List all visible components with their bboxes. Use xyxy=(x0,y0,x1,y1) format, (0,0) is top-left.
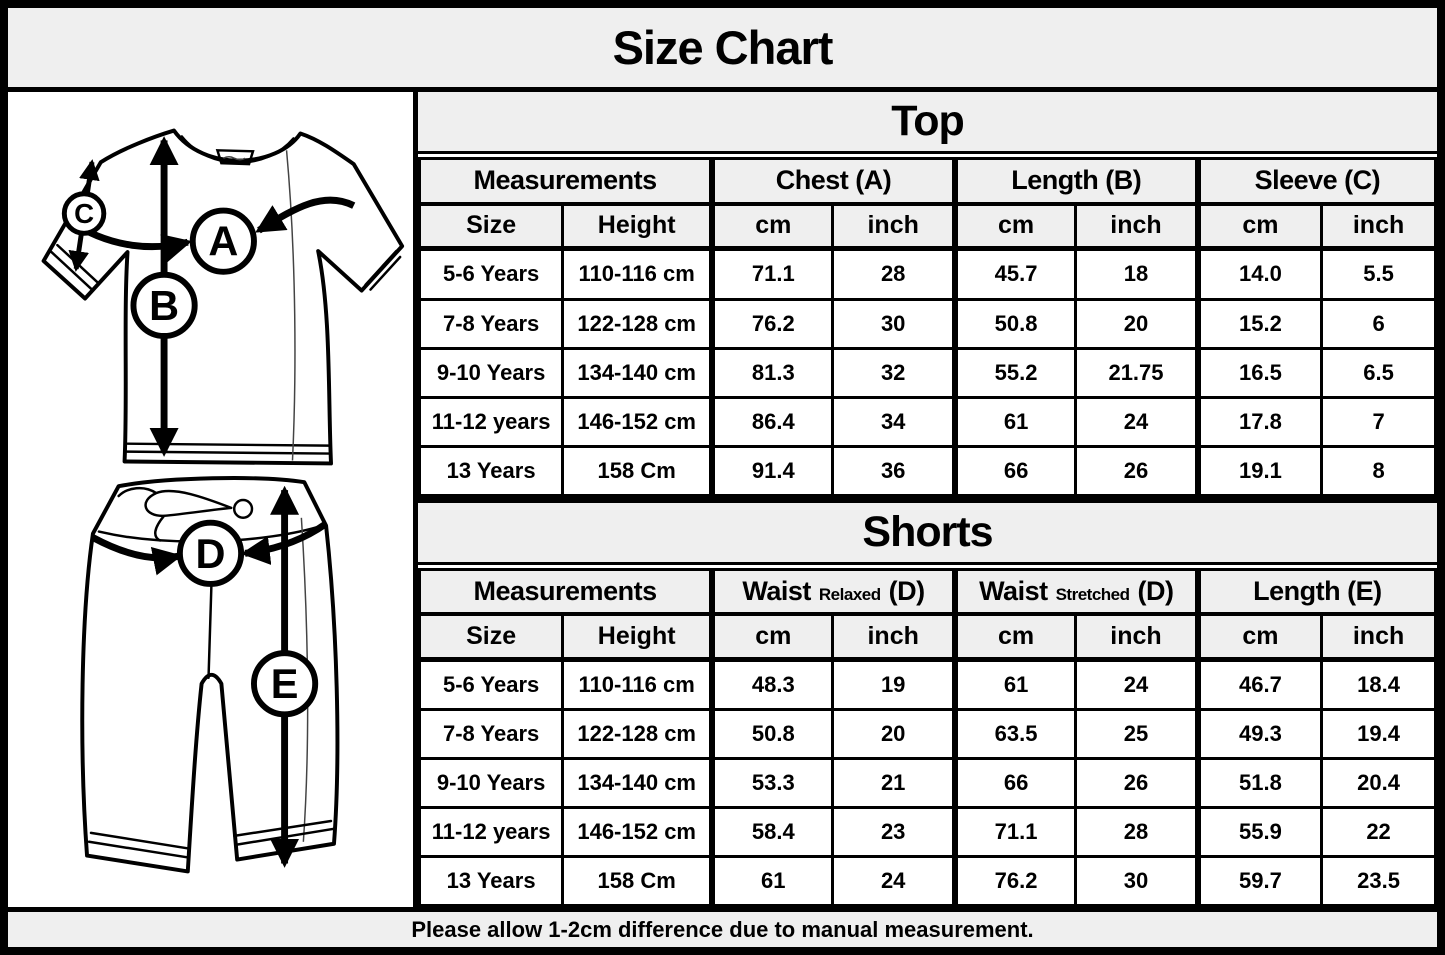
measurement-note: Please allow 1-2cm difference due to manual measurement. xyxy=(8,907,1437,947)
garment-measurement-diagram xyxy=(8,92,413,907)
value-cell: 48.3 xyxy=(712,659,833,710)
value-cell: 24 xyxy=(833,857,955,906)
value-cell: 7 xyxy=(1322,397,1436,446)
value-cell: 61 xyxy=(955,659,1076,710)
sleeve-label: C xyxy=(74,198,95,230)
value-cell: 61 xyxy=(955,397,1076,446)
value-cell: 49.3 xyxy=(1198,710,1322,759)
group-header-label: Waist xyxy=(742,575,811,606)
value-cell: 55.2 xyxy=(955,348,1076,397)
table-row xyxy=(420,446,1436,495)
group-header-label: Relaxed xyxy=(818,584,881,604)
group-header-label: (D) xyxy=(888,575,925,606)
table-row xyxy=(420,759,1436,808)
size-cell: 9-10 Years xyxy=(420,759,563,808)
size-cell: 7-8 Years xyxy=(420,710,563,759)
value-cell: 91.4 xyxy=(712,446,833,495)
value-cell: 21.75 xyxy=(1076,348,1198,397)
column-header-cell: inch xyxy=(1322,204,1436,249)
column-header-cell: inch xyxy=(833,204,955,249)
top-section xyxy=(418,92,1437,497)
group-header-label: (D) xyxy=(1137,575,1174,606)
group-header-label: Stretched xyxy=(1055,584,1130,604)
value-cell: 19 xyxy=(833,659,955,710)
value-cell: 146-152 cm xyxy=(563,397,712,446)
group-header-row xyxy=(420,159,1436,204)
value-cell: 32 xyxy=(833,348,955,397)
length-label: B xyxy=(149,281,180,329)
value-cell: 20 xyxy=(833,710,955,759)
table-row xyxy=(420,249,1436,300)
shorts-table-wrap xyxy=(418,565,1437,908)
value-cell: 21 xyxy=(833,759,955,808)
top-table-wrap xyxy=(418,154,1437,497)
value-cell: 110-116 cm xyxy=(563,659,712,710)
column-header-cell: cm xyxy=(1198,204,1322,249)
tshirt-outline xyxy=(44,131,403,464)
shorts-length-label: E xyxy=(270,660,299,708)
group-header-cell xyxy=(955,569,1198,614)
size-cell: 11-12 years xyxy=(420,397,563,446)
group-header-cell xyxy=(1198,159,1436,204)
column-header-cell: Size xyxy=(420,204,563,249)
value-cell: 23.5 xyxy=(1322,857,1436,906)
table-row xyxy=(420,299,1436,348)
value-cell: 20.4 xyxy=(1322,759,1436,808)
value-cell: 66 xyxy=(955,446,1076,495)
group-header-cell xyxy=(712,569,955,614)
value-cell: 71.1 xyxy=(955,808,1076,857)
table-row xyxy=(420,857,1436,906)
value-cell: 19.1 xyxy=(1198,446,1322,495)
column-header-cell: Height xyxy=(563,614,712,659)
column-header-cell: inch xyxy=(1076,204,1198,249)
table-row xyxy=(420,397,1436,446)
value-cell: 51.8 xyxy=(1198,759,1322,808)
table-row xyxy=(420,808,1436,857)
value-cell: 50.8 xyxy=(955,299,1076,348)
group-header-row xyxy=(420,569,1436,614)
group-header-cell xyxy=(955,159,1198,204)
column-header-cell: cm xyxy=(955,614,1076,659)
value-cell: 8 xyxy=(1322,446,1436,495)
group-header-label: Chest (A) xyxy=(775,165,892,196)
value-cell: 146-152 cm xyxy=(563,808,712,857)
column-header-cell: Size xyxy=(420,614,563,659)
value-cell: 63.5 xyxy=(955,710,1076,759)
value-cell: 46.7 xyxy=(1198,659,1322,710)
content-area xyxy=(8,92,1437,907)
column-header-cell: inch xyxy=(1076,614,1198,659)
value-cell: 36 xyxy=(833,446,955,495)
table-row xyxy=(420,710,1436,759)
value-cell: 26 xyxy=(1076,446,1198,495)
value-cell: 122-128 cm xyxy=(563,710,712,759)
shorts-section-title: Shorts xyxy=(418,503,1437,565)
value-cell: 66 xyxy=(955,759,1076,808)
value-cell: 122-128 cm xyxy=(563,299,712,348)
group-header-label: Sleeve (C) xyxy=(1254,165,1381,196)
value-cell: 19.4 xyxy=(1322,710,1436,759)
garment-diagram-panel xyxy=(8,92,418,907)
value-cell: 26 xyxy=(1076,759,1198,808)
value-cell: 30 xyxy=(1076,857,1198,906)
value-cell: 110-116 cm xyxy=(563,249,712,300)
value-cell: 15.2 xyxy=(1198,299,1322,348)
value-cell: 81.3 xyxy=(712,348,833,397)
column-header-cell: cm xyxy=(955,204,1076,249)
value-cell: 23 xyxy=(833,808,955,857)
shorts-section xyxy=(418,497,1437,908)
size-cell: 13 Years xyxy=(420,446,563,495)
tables-panel xyxy=(418,92,1437,907)
size-cell: 13 Years xyxy=(420,857,563,906)
value-cell: 86.4 xyxy=(712,397,833,446)
top-section-title: Top xyxy=(418,92,1437,154)
value-cell: 134-140 cm xyxy=(563,348,712,397)
column-header-row xyxy=(420,614,1436,659)
value-cell: 6 xyxy=(1322,299,1436,348)
column-header-cell: cm xyxy=(712,204,833,249)
column-header-cell: cm xyxy=(712,614,833,659)
size-cell: 9-10 Years xyxy=(420,348,563,397)
value-cell: 55.9 xyxy=(1198,808,1322,857)
value-cell: 53.3 xyxy=(712,759,833,808)
value-cell: 24 xyxy=(1076,397,1198,446)
group-header-label: Measurements xyxy=(473,575,657,606)
group-header-label: Length (B) xyxy=(1011,165,1142,196)
value-cell: 134-140 cm xyxy=(563,759,712,808)
group-header-cell xyxy=(420,569,713,614)
group-header-label: Waist xyxy=(979,575,1048,606)
value-cell: 76.2 xyxy=(955,857,1076,906)
value-cell: 61 xyxy=(712,857,833,906)
group-header-cell xyxy=(420,159,713,204)
size-cell: 7-8 Years xyxy=(420,299,563,348)
value-cell: 24 xyxy=(1076,659,1198,710)
column-header-cell: inch xyxy=(1322,614,1436,659)
group-header-label: Measurements xyxy=(473,165,657,196)
top-size-table xyxy=(418,157,1437,497)
value-cell: 28 xyxy=(1076,808,1198,857)
size-cell: 5-6 Years xyxy=(420,249,563,300)
value-cell: 158 Cm xyxy=(563,446,712,495)
column-header-row xyxy=(420,204,1436,249)
page-title: Size Chart xyxy=(8,8,1437,92)
value-cell: 18.4 xyxy=(1322,659,1436,710)
value-cell: 59.7 xyxy=(1198,857,1322,906)
value-cell: 16.5 xyxy=(1198,348,1322,397)
value-cell: 30 xyxy=(833,299,955,348)
value-cell: 5.5 xyxy=(1322,249,1436,300)
value-cell: 17.8 xyxy=(1198,397,1322,446)
value-cell: 50.8 xyxy=(712,710,833,759)
value-cell: 20 xyxy=(1076,299,1198,348)
column-header-cell: inch xyxy=(833,614,955,659)
value-cell: 22 xyxy=(1322,808,1436,857)
value-cell: 58.4 xyxy=(712,808,833,857)
value-cell: 6.5 xyxy=(1322,348,1436,397)
chest-label: A xyxy=(208,217,239,265)
value-cell: 71.1 xyxy=(712,249,833,300)
value-cell: 45.7 xyxy=(955,249,1076,300)
value-cell: 28 xyxy=(833,249,955,300)
value-cell: 76.2 xyxy=(712,299,833,348)
value-cell: 18 xyxy=(1076,249,1198,300)
group-header-cell xyxy=(1198,569,1436,614)
column-header-cell: cm xyxy=(1198,614,1322,659)
value-cell: 14.0 xyxy=(1198,249,1322,300)
shorts-illustration xyxy=(82,478,337,871)
column-header-cell: Height xyxy=(563,204,712,249)
waist-label: D xyxy=(195,529,226,577)
value-cell: 158 Cm xyxy=(563,857,712,906)
value-cell: 25 xyxy=(1076,710,1198,759)
value-cell: 34 xyxy=(833,397,955,446)
shorts-size-table xyxy=(418,568,1437,908)
tshirt-illustration xyxy=(44,131,403,464)
group-header-cell xyxy=(712,159,955,204)
size-cell: 5-6 Years xyxy=(420,659,563,710)
table-row xyxy=(420,659,1436,710)
table-row xyxy=(420,348,1436,397)
group-header-label: Length (E) xyxy=(1253,575,1382,606)
size-cell: 11-12 years xyxy=(420,808,563,857)
